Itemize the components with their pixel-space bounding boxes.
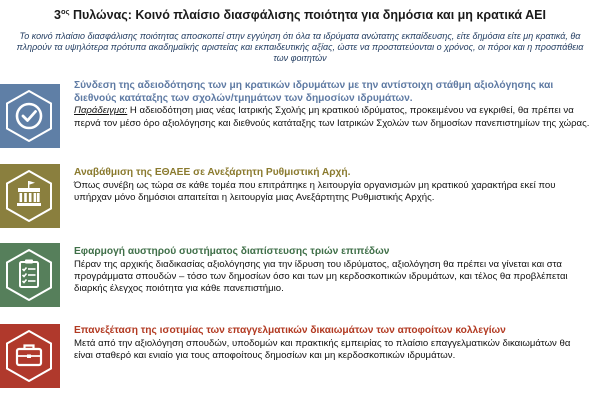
briefcase-icon <box>6 330 52 382</box>
pillar-body: Μετά από την αξιολόγηση σπουδών, υποδομών και πρακτικής εμπειρίας το πλαίσιο επαγγελματικών δικαιωμάτων θα είναι σταθερό και ενιαίο για τους αποφοίτους δημοσίων και μη κερδοσκοπικών ιδρυμάτων. <box>74 337 571 361</box>
pillar-body: Όπως συνέβη ως τώρα σε κάθε τομέα που επιτράπηκε η λειτουργία οργανισμών μη κρατικού χαρακτήρα εκεί που υπήρχαν μόνο δημόσιοι απαιτείται η λειτουργία μιας Ανεξάρτητης Ρυθμιστικής Αρχής. <box>74 179 556 203</box>
checklist-icon <box>6 249 52 301</box>
example-label: Παράδειγμα: <box>74 105 128 117</box>
pillar-body: Πέραν της αρχικής διαδικασίας αξιολόγησης για την ίδρυση του ιδρύματος, αξιολόγηση θα πρέπει να γίνεται και στα προγράμματα σπουδών – τόσο των δημοσίων όσο και των μη κερδοσκοπικών ιδρυμάτων, και τέλος θα προβλέπεται διαρκής έλεγχος ποιότητα για κάθε πανεπιστήμιο. <box>74 258 568 295</box>
pillar-heading: Εφαρμογή αυστηρού συστήματος διαπίστευσης τριών επιπέδων <box>74 246 390 257</box>
page-title: $3^{o\varsigma}$ Πυλώνας: Κοινό πλαίσιο διασφάλισης ποιότητα για δημόσια και μη κρατικά ΑΕΙ <box>54 7 546 23</box>
institution-building-icon <box>6 170 52 222</box>
check-badge-icon <box>6 90 52 142</box>
pillar-body: Παράδειγμα: Η αδειοδότηση μιας νέας Ιατρικής Σχολής μη κρατικού ιδρύματος, προκειμένου να εγκριθεί, θα πρέπει να περνά τον μέσο όρο αξιολόγησης και διεθνούς κατάταξης των Ιατρικών Σχολών των δημοσίων πανεπιστημίων της χώρας. <box>74 105 590 129</box>
pillar-heading: Αναβάθμιση της ΕΘΑΕΕ σε Ανεξάρτητη Ρυθμιστική Αρχή. <box>74 167 351 178</box>
pillar-heading: Επανεξέταση της ισοτιμίας των επαγγελματικών δικαιωμάτων των αποφοίτων κολλεγίων <box>74 325 506 336</box>
intro-paragraph: Το κοινό πλαίσιο διασφάλισης ποιότητας αποσκοπεί στην εγγύηση ότι όλα τα ιδρύματα ανώτατης εκπαίδευσης, είτε δημόσια είτε μη κρατικά, θα πληρούν τα υψηλότερα πρότυπα ακαδημαϊκής αριστείας και εκπαιδευτικής αξίας, ώστε να προστατεύονται ο χρόνος, οι πόροι και η προσπάθεια των φοιτητών <box>16 31 584 64</box>
pillar-heading: Σύνδεση της αδειοδότησης των μη κρατικών ιδρυμάτων με την αντίστοιχη στάθμη αξιολόγησης και διεθνούς κατάταξης των σχολών/τμημάτων των δημοσίων ιδρυμάτων. <box>74 80 554 104</box>
